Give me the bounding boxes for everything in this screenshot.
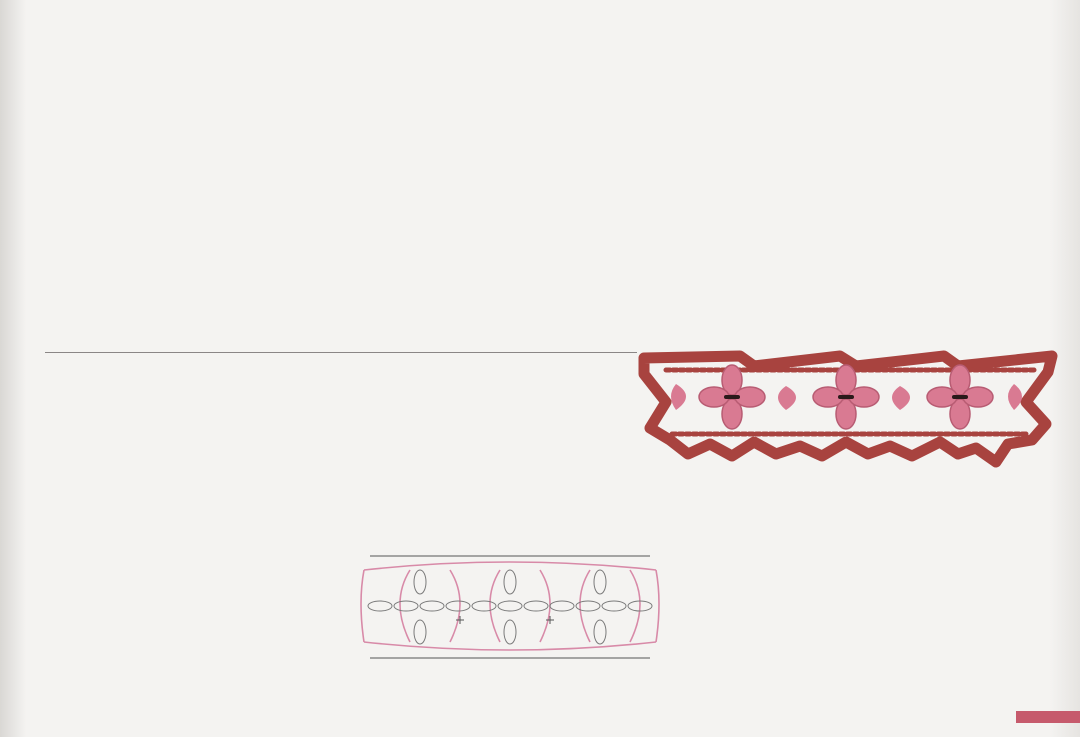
- crochet-edging-photo: [636, 344, 1060, 470]
- page-gutter-shadow: [0, 0, 26, 737]
- page-corner-bar: [1016, 711, 1080, 723]
- crochet-chart-diagram: [350, 542, 670, 670]
- section-divider: [45, 352, 637, 353]
